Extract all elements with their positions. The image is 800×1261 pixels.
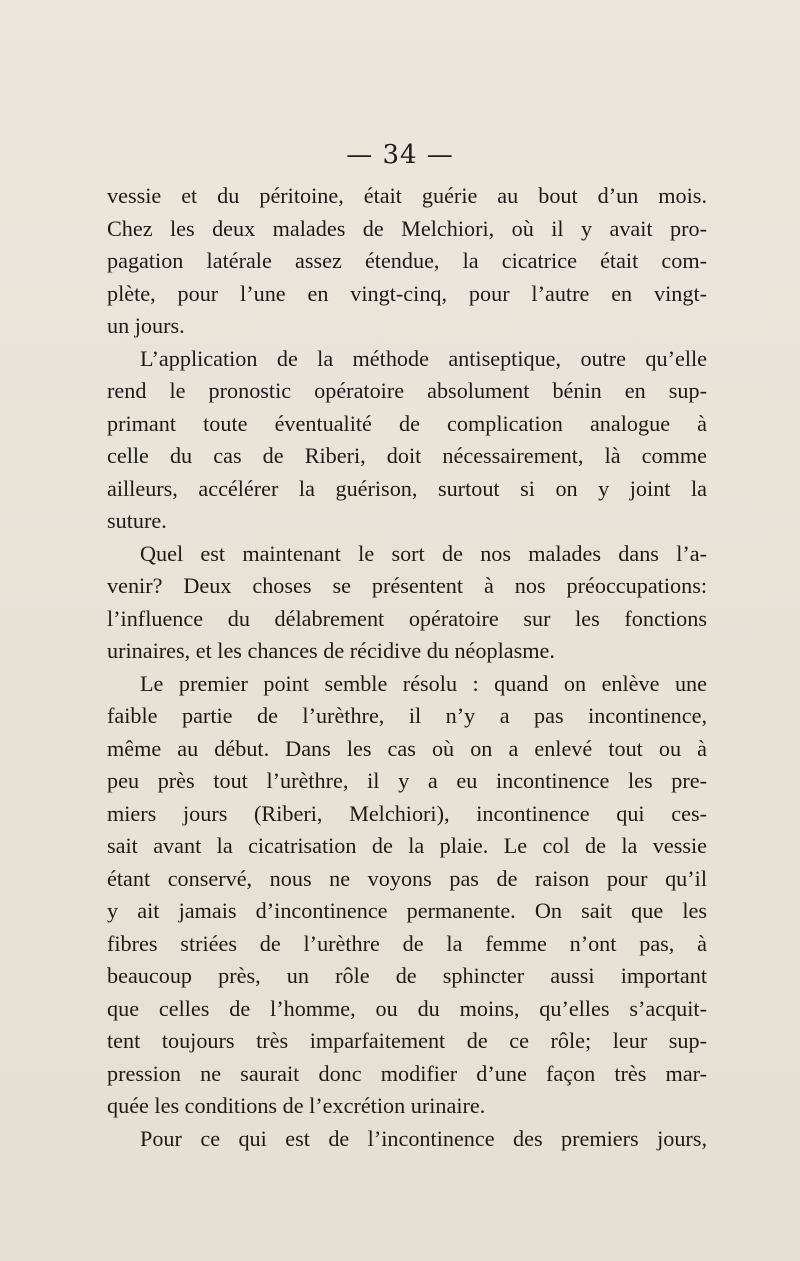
- text-line: primant toute éventualité de complication analogue à: [107, 410, 707, 436]
- text-line: suture.: [107, 508, 167, 533]
- text-line: Quel est maintenant le sort de nos malades dans l’a-: [140, 540, 707, 566]
- text-line: tent toujours très imparfaitement de ce rôle; leur sup-: [107, 1028, 707, 1053]
- text-line: fibres striées de l’urèthre de la femme n’ont pas, à: [107, 930, 707, 956]
- text-line: pagation latérale assez étendue, la cicatrice était com-: [107, 248, 707, 273]
- text-line: venir? Deux choses se présentent à nos préoccupations:: [107, 573, 707, 598]
- text-line: y ait jamais d’incontinence permanente. On sait que les: [107, 898, 707, 923]
- text-line: que celles de l’homme, ou du moins, qu’elles s’acquit-: [107, 995, 707, 1021]
- text-line: L’application de la méthode antiseptique, outre qu’elle: [140, 345, 707, 371]
- text-line: ailleurs, accélérer la guérison, surtout si on y joint la: [107, 475, 707, 501]
- body-text: [107, 180, 707, 1155]
- text-line: Le premier point semble résolu : quand on enlève une: [140, 670, 707, 696]
- text-line: étant conservé, nous ne voyons pas de raison pour qu’il: [107, 865, 707, 891]
- text-line: plète, pour l’une en vingt-cinq, pour l’autre en vingt-: [107, 280, 707, 306]
- text-line: vessie et du péritoine, était guérie au bout d’un mois.: [107, 183, 707, 208]
- text-line: sait avant la cicatrisation de la plaie. Le col de la vessie: [107, 833, 707, 858]
- text-line: Pour ce qui est de l’incontinence des premiers jours,: [140, 1125, 707, 1151]
- text-line: beaucoup près, un rôle de sphincter aussi important: [107, 963, 707, 988]
- text-line: urinaires, et les chances de récidive du néoplasme.: [107, 638, 555, 663]
- text-line: quée les conditions de l’excrétion urinaire.: [107, 1093, 486, 1118]
- text-line: celle du cas de Riberi, doit nécessairement, là comme: [107, 443, 707, 468]
- text-line: peu près tout l’urèthre, il y a eu incontinence les pre-: [107, 768, 707, 793]
- text-line: faible partie de l’urèthre, il n’y a pas incontinence,: [107, 703, 707, 728]
- text-line: Chez les deux malades de Melchiori, où il y avait pro-: [107, 215, 707, 241]
- text-line: même au début. Dans les cas où on a enlevé tout ou à: [107, 735, 707, 761]
- text-line: un jours.: [107, 313, 185, 338]
- text-line: pression ne saurait donc modifier d’une façon très mar-: [107, 1060, 707, 1086]
- text-line: rend le pronostic opératoire absolument bénin en sup-: [107, 378, 707, 403]
- page-number: — 34 —: [346, 140, 454, 170]
- text-line: miers jours (Riberi, Melchiori), incontinence qui ces-: [107, 800, 707, 826]
- text-line: l’influence du délabrement opératoire sur les fonctions: [107, 605, 707, 631]
